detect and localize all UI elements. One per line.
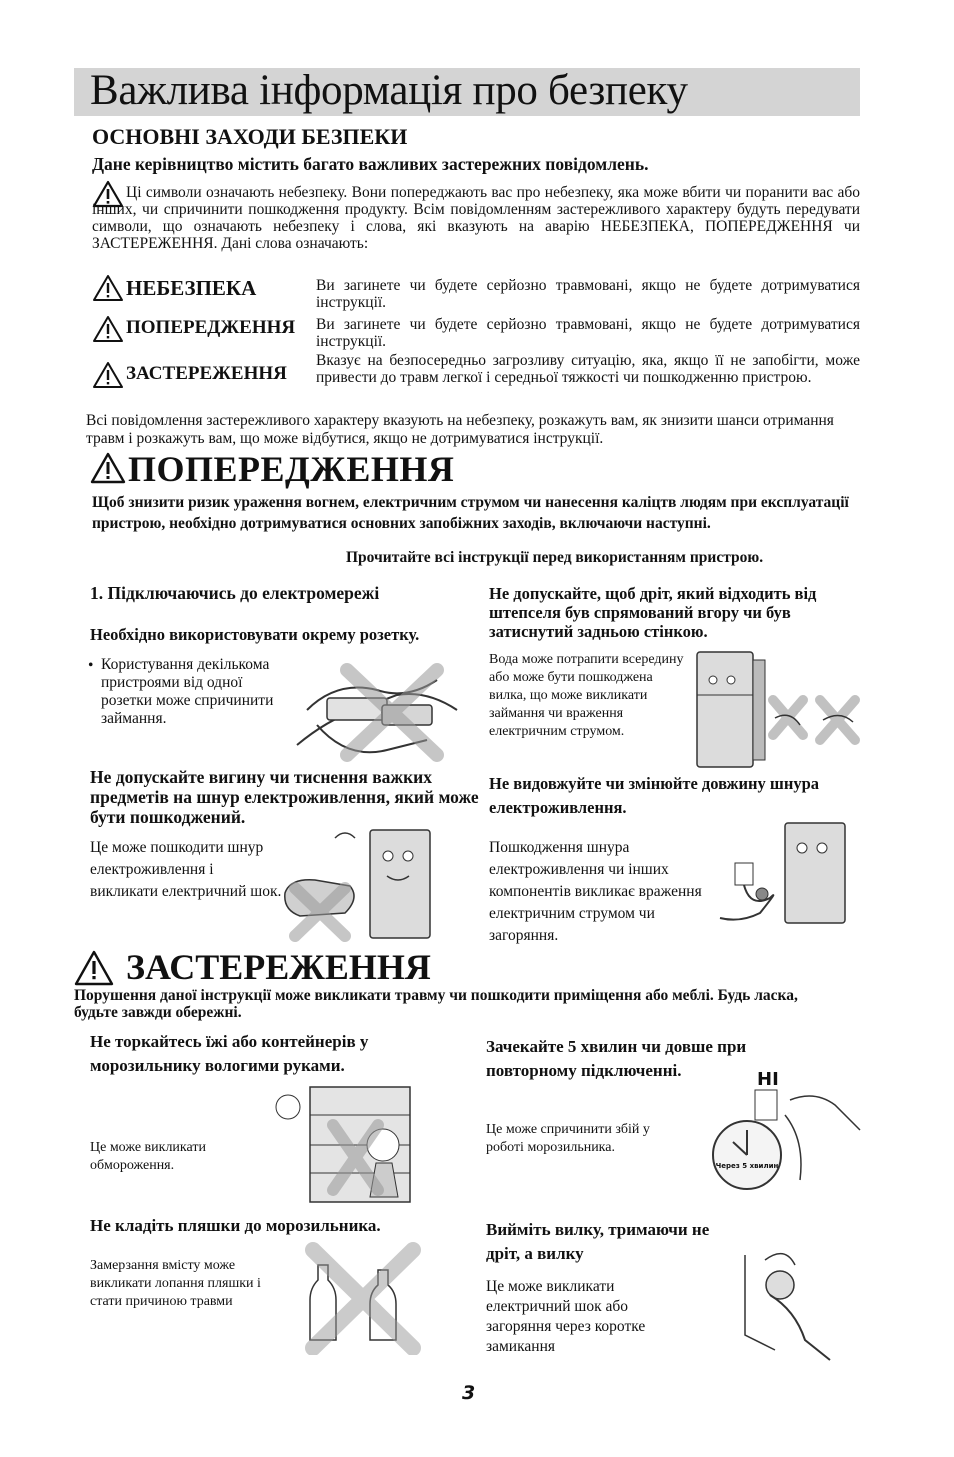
manual-subheading: Дане керівництво містить багато важливих застережних повідомлень. — [92, 154, 649, 174]
item-title: Не кладіть пляшки до морозильника. — [90, 1216, 381, 1235]
item-text: Це може спричинити збій у роботі морозильника. — [486, 1122, 650, 1155]
wet-hands-freezer-image — [258, 1075, 433, 1205]
item-title: Не видовжуйте чи змінюйте довжину шнура електроживлення. — [489, 774, 820, 817]
signal-danger — [92, 274, 312, 304]
signal-desc: Ви загинете чи будете серйозно травмовані, якщо не будете дотримуватися інструкції. — [316, 277, 860, 311]
signal-caution — [92, 361, 312, 391]
warning-body: Щоб знизити ризик ураження вогнем, електричним струмом чи нанесення каліцтв людям при експлуатації пристрою, необхідно дотримуватися основних запобіжних заходів, включаючи наступні. — [92, 494, 849, 532]
timer-label: Через 5 хвилин — [715, 1162, 779, 1170]
caution-body: Порушення даної інструкції може викликати травму чи пошкодити приміщення або меблі. Будь ласка, будьте завжди обережні. — [74, 987, 798, 1021]
item-text: Користування декількома пристроями від одної розетки може спричинити займання. — [101, 656, 274, 727]
item-title: Зачекайте 5 хвилин чи довше при повторному підключенні. — [486, 1037, 747, 1080]
signal-warning — [92, 315, 312, 345]
read-all-instructions: Прочитайте всі інструкції перед використанням пристрою. — [346, 549, 764, 566]
item-text: Пошкодження шнура електроживлення чи інших компонентів викликає враження електричним струмом чи загоряння. — [489, 839, 702, 944]
signal-word: ЗАСТЕРЕЖЕННЯ — [126, 363, 287, 384]
basic-safety-heading: ОСНОВНІ ЗАХОДИ БЕЗПЕКИ — [92, 124, 408, 149]
page-number: 3 — [462, 1382, 476, 1404]
page-title: Важлива інформація про безпеку — [90, 67, 688, 114]
item-title: Не допускайте вигину чи тиснення важких предметів на шнур електроживлення, який може бути пошкоджений. — [90, 767, 479, 827]
unplug-by-plug-image — [735, 1240, 835, 1365]
multi-plug-outlet-image — [287, 650, 467, 768]
signal-desc: Вказує на безпосередньо загрозливу ситуацію, яка, якщо її не запобігти, може привести до травм легкої і середньої тяжкості чи пошкодженню пристрою. — [316, 352, 860, 386]
caution-heading: ЗАСТЕРЕЖЕННЯ — [126, 947, 431, 987]
warning-triangle-icon — [90, 452, 126, 484]
bullet-dot: • — [88, 657, 94, 674]
warning-triangle-icon — [74, 950, 114, 986]
item-text: Це може викликати електричний шок або загоряння через коротке замикання — [486, 1278, 646, 1355]
item-title: 1. Підключаючись до електромережі — [90, 583, 380, 603]
all-messages-paragraph: Всі повідомлення застережливого характеру вказують на небезпеку, розкажуть вам, як знизити шанси отримання травм і розкажуть вам, що може відбутися, якщо не дотримуватися інструкції. — [86, 412, 834, 447]
extension-cord-image — [710, 818, 860, 928]
item-text: Замерзання вмісту може викликати лопання пляшки і стати причиною травми — [90, 1258, 261, 1309]
heavy-object-on-cord-image — [275, 818, 440, 943]
bottles-in-freezer-image — [298, 1240, 428, 1355]
hi-label: HI — [757, 1069, 779, 1090]
signal-desc: Ви загинете чи будете серйозно травмовані, якщо не будете дотримуватися інструкції. — [316, 316, 860, 350]
warning-triangle-icon — [92, 315, 124, 343]
item-title: Вийміть вилку, тримаючи не дріт, а вилку — [486, 1220, 710, 1263]
fridge-cord-image — [695, 650, 865, 770]
intro-paragraph: Ці символи означають небезпеку. Вони попереджають вас про небезпеку, яка може вбити чи поранити вас або інших, чи спричинити пошкодження продукту. Всім повідомленням застережливого характеру будуть передувати символи, що означають небезпеку і слова, які вказують на аварію НЕБЕЗПЕКА, ПОПЕРЕДЖЕННЯ чи ЗАСТЕРЕЖЕННЯ. Дані слова означають: — [92, 184, 860, 252]
item-text: Вода може потрапити всередину або може бути пошкоджена вилка, що може викликати займання чи враження електричним струмом. — [489, 652, 684, 739]
warning-triangle-icon — [92, 361, 124, 389]
signal-word: НЕБЕЗПЕКА — [126, 276, 257, 300]
warning-triangle-icon — [92, 274, 124, 302]
signal-word: ПОПЕРЕДЖЕННЯ — [126, 317, 296, 338]
item-title: Не допускайте, щоб дріт, який відходить від штепселя був спрямований вгору чи був затиснутий задньою стінкою. — [489, 584, 817, 641]
wait-five-minutes-image — [705, 1060, 865, 1200]
item-text: Це може пошкодити шнур електроживлення і викликати електричний шок. — [90, 839, 282, 900]
item-title: Не торкайтесь їжі або контейнерів у морозильнику вологими руками. — [90, 1032, 369, 1075]
item-subtitle: Необхідно використовувати окрему розетку. — [90, 625, 420, 644]
item-text: Це може викликати обмороження. — [90, 1140, 206, 1173]
